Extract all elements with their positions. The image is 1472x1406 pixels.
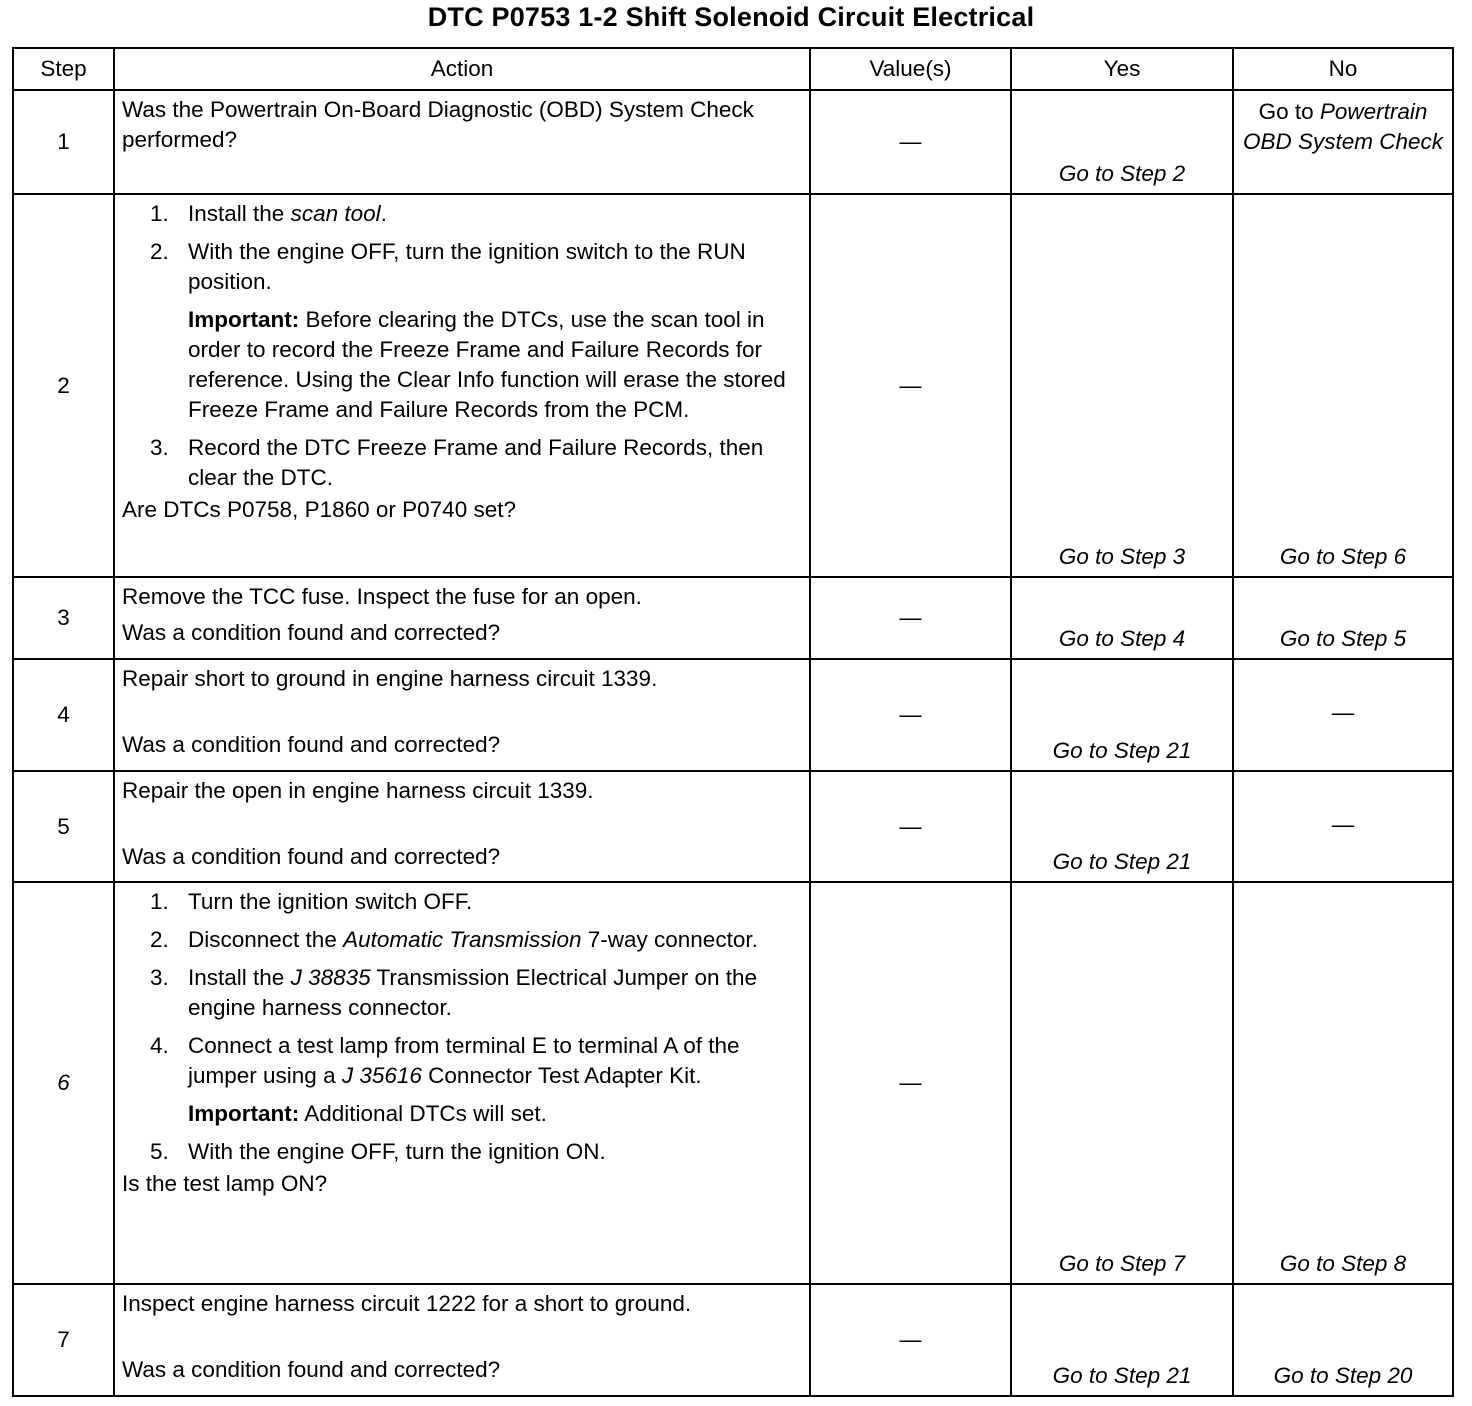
list-item: [122, 925, 803, 955]
list-item: [122, 237, 803, 297]
action-cell: [114, 90, 810, 194]
value-cell: —: [810, 1284, 1011, 1396]
action-question: Was the Powertrain On-Board Diagnostic (OBD) System Check performed?: [122, 97, 754, 152]
item-text: With the engine OFF, turn the ignition switch to the RUN position.: [188, 239, 746, 294]
item-number: 2.: [150, 239, 169, 264]
action-cell: [114, 194, 810, 577]
no-cell: —: [1233, 771, 1453, 882]
item-text: Disconnect the: [188, 927, 344, 952]
action-line: Repair the open in engine harness circuit 1339.: [122, 778, 594, 803]
no-cell: Go to Step 5: [1233, 577, 1453, 659]
yes-cell: Go to Step 21: [1011, 771, 1233, 882]
action-question: Was a condition found and corrected?: [122, 1357, 501, 1382]
item-number: 3.: [150, 435, 169, 460]
important-label: Important:: [188, 1101, 300, 1126]
action-question: Is the test lamp ON?: [122, 1171, 328, 1196]
no-cell: Go to Step 8: [1233, 882, 1453, 1284]
important-note: [122, 305, 803, 425]
step-number: 5: [13, 771, 114, 882]
list-item: [122, 887, 803, 917]
item-number: 4.: [150, 1033, 169, 1058]
step-number: 7: [13, 1284, 114, 1396]
header-action: Action: [114, 48, 810, 90]
item-emphasis: scan tool: [290, 201, 381, 226]
step-number: 1: [13, 90, 114, 194]
important-note: [122, 1099, 803, 1129]
list-item: [122, 1137, 803, 1167]
value-cell: —: [810, 659, 1011, 771]
value-cell: —: [810, 577, 1011, 659]
step-number: 6: [13, 882, 114, 1284]
action-question: Was a condition found and corrected?: [122, 844, 501, 869]
header-row: [13, 48, 1453, 90]
item-number: 1.: [150, 201, 169, 226]
header-no: No: [1233, 48, 1453, 90]
yes-cell: Go to Step 4: [1011, 577, 1233, 659]
item-number: 1.: [150, 889, 169, 914]
item-text: With the engine OFF, turn the ignition ON.: [188, 1139, 606, 1164]
table-row: [13, 1284, 1453, 1396]
table-row: [13, 577, 1453, 659]
action-cell: [114, 771, 810, 882]
value-cell: —: [810, 194, 1011, 577]
yes-cell: Go to Step 3: [1011, 194, 1233, 577]
no-cell: —: [1233, 659, 1453, 771]
action-cell: [114, 659, 810, 771]
action-line: Repair short to ground in engine harness circuit 1339.: [122, 666, 658, 691]
action-line: Inspect engine harness circuit 1222 for a short to ground.: [122, 1291, 692, 1316]
step-number: 4: [13, 659, 114, 771]
item-number: 2.: [150, 927, 169, 952]
table-row: [13, 194, 1453, 577]
action-cell: [114, 882, 810, 1284]
list-item: [122, 199, 803, 229]
item-text: .: [380, 201, 387, 226]
list-item: [122, 433, 803, 493]
no-link: Powertrain OBD System Check: [1242, 99, 1444, 154]
instruction-list: [122, 433, 803, 493]
important-text: Before clearing the DTCs, use the scan tool in order to record the Freeze Frame and Failure Records for reference. Using the Clear Info function will erase the stored Freeze Frame and Failure Records from the PCM.: [188, 307, 786, 422]
yes-cell: Go to Step 2: [1011, 90, 1233, 194]
item-emphasis: J 38835: [290, 965, 371, 990]
action-question: Are DTCs P0758, P1860 or P0740 set?: [122, 497, 516, 522]
yes-cell: Go to Step 7: [1011, 882, 1233, 1284]
value-cell: —: [810, 90, 1011, 194]
item-text: Record the DTC Freeze Frame and Failure Records, then clear the DTC.: [188, 435, 764, 490]
table-row: [13, 659, 1453, 771]
instruction-list: [122, 1137, 803, 1167]
header-yes: Yes: [1011, 48, 1233, 90]
list-item: [122, 1031, 803, 1091]
step-number: 3: [13, 577, 114, 659]
table-row: [13, 882, 1453, 1284]
item-text: Transmission Electrical Jumper on the engine harness connector.: [188, 965, 758, 1020]
table-row: [13, 771, 1453, 882]
no-cell: Go to Step 6: [1233, 194, 1453, 577]
list-item: [122, 963, 803, 1023]
value-cell: —: [810, 771, 1011, 882]
header-step: Step: [13, 48, 114, 90]
item-text: Connector Test Adapter Kit.: [421, 1063, 702, 1088]
item-number: 3.: [150, 965, 169, 990]
item-number: 5.: [150, 1139, 169, 1164]
page-title: DTC P0753 1-2 Shift Solenoid Circuit Electrical: [427, 2, 1035, 32]
no-prefix: Go to: [1258, 99, 1314, 124]
action-cell: [114, 577, 810, 659]
item-emphasis: Automatic Transmission: [343, 927, 582, 952]
header-values: Value(s): [810, 48, 1011, 90]
action-cell: [114, 1284, 810, 1396]
yes-cell: Go to Step 21: [1011, 1284, 1233, 1396]
action-question: Was a condition found and corrected?: [122, 732, 501, 757]
item-text: Install the: [188, 965, 291, 990]
no-cell: [1233, 90, 1453, 194]
item-text: Connect a test lamp from terminal E to terminal A of the jumper using a: [188, 1033, 740, 1088]
item-emphasis: J 35616: [341, 1063, 422, 1088]
value-cell: —: [810, 882, 1011, 1284]
yes-cell: Go to Step 21: [1011, 659, 1233, 771]
diagnostic-table: [12, 47, 1454, 1397]
item-text: 7-way connector.: [581, 927, 758, 952]
step-number: 2: [13, 194, 114, 577]
no-cell: Go to Step 20: [1233, 1284, 1453, 1396]
important-text: Additional DTCs will set.: [299, 1101, 547, 1126]
action-line: Remove the TCC fuse. Inspect the fuse for an open.: [122, 584, 642, 609]
item-text: Install the: [188, 201, 291, 226]
instruction-list: [122, 887, 803, 1091]
table-row: [13, 90, 1453, 194]
item-text: Turn the ignition switch OFF.: [188, 889, 473, 914]
action-question: Was a condition found and corrected?: [122, 620, 501, 645]
important-label: Important:: [188, 307, 300, 332]
instruction-list: [122, 199, 803, 297]
